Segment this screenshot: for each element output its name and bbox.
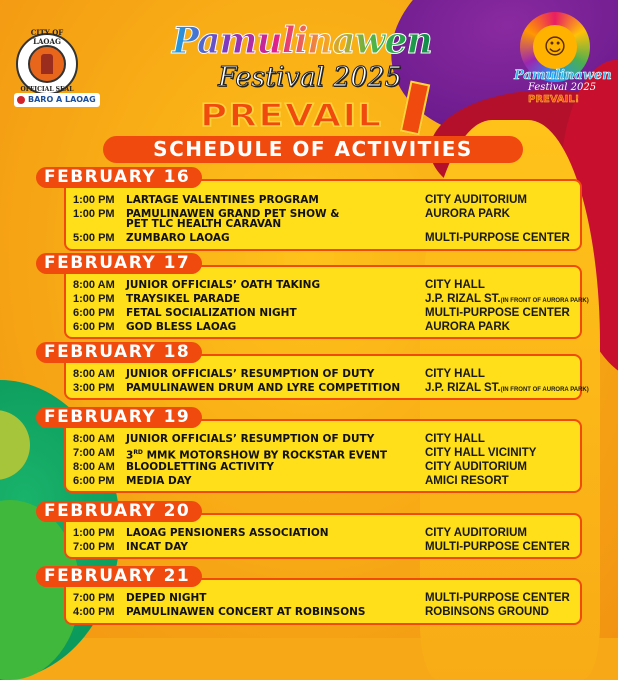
event-name: LARTAGE VALENTINES PROGRAM <box>126 194 319 206</box>
event-time: 4:00 PM <box>73 606 115 618</box>
event-name <box>126 447 387 462</box>
event-name: PAMULINAWEN CONCERT AT ROBINSONS <box>126 606 366 618</box>
schedule-banner: SCHEDULE OF ACTIVITIES <box>103 136 523 163</box>
event-name-line2: PET TLC HEALTH CARAVAN <box>126 218 282 230</box>
ordinal-number: 3 <box>126 449 134 462</box>
day-label: FEBRUARY 18 <box>36 342 202 363</box>
event-venue: MULTI-PURPOSE CENTER <box>425 541 570 553</box>
mascot-subtitle: Festival 2025 <box>528 82 597 93</box>
event-name: TRAYSIKEL PARADE <box>126 293 241 305</box>
event-time: 3:00 PM <box>73 382 115 394</box>
events-box <box>64 265 589 339</box>
day-label: FEBRUARY 21 <box>36 566 202 587</box>
event-time: 5:00 PM <box>73 232 115 244</box>
event-time: 1:00 PM <box>73 293 115 305</box>
venue-note: (IN FRONT OF AURORA PARK) <box>500 387 589 393</box>
venue-name: J.P. RIZAL ST. <box>425 293 501 305</box>
tricycle-icon <box>17 96 25 104</box>
event-time: 1:00 PM <box>73 194 115 206</box>
event-time: 8:00 AM <box>73 368 115 380</box>
day-label: FEBRUARY 17 <box>36 253 202 274</box>
event-name: FETAL SOCIALIZATION NIGHT <box>126 307 297 319</box>
day-label: FEBRUARY 16 <box>36 167 202 188</box>
event-time: 7:00 PM <box>73 592 115 604</box>
event-venue: AMICI RESORT <box>425 475 509 487</box>
event-name: PAMULINAWEN DRUM AND LYRE COMPETITION <box>126 382 401 394</box>
smiling-sun-icon: ☺ <box>533 25 577 69</box>
event-name: GOD BLESS LAOAG <box>126 321 237 333</box>
event-name: JUNIOR OFFICIALS’ RESUMPTION OF DUTY <box>126 368 375 380</box>
day-label: FEBRUARY 20 <box>36 501 202 522</box>
event-venue: CITY AUDITORIUM <box>425 194 528 206</box>
mascot-theme: PREVAIL! <box>528 94 580 105</box>
bell-tower-icon <box>41 54 53 74</box>
event-venue: CITY AUDITORIUM <box>425 461 528 473</box>
event-venue: CITY HALL VICINITY <box>425 447 537 459</box>
event-time: 8:00 AM <box>73 279 115 291</box>
event-name: DEPED NIGHT <box>126 592 207 604</box>
festival-theme: PREVAIL <box>200 98 383 134</box>
event-time: 7:00 AM <box>73 447 115 459</box>
event-name-text: MMK MOTORSHOW BY ROCKSTAR EVENT <box>142 449 388 462</box>
festival-title: Pamulinawen <box>172 20 432 62</box>
event-venue: MULTI-PURPOSE CENTER <box>425 307 570 319</box>
events-box <box>64 419 582 493</box>
event-venue: MULTI-PURPOSE CENTER <box>425 232 570 244</box>
seal-top-text: CITY OF LAOAG <box>30 28 64 46</box>
mascot-title: Pamulinawen <box>514 68 612 83</box>
event-venue: CITY HALL <box>425 433 485 445</box>
event-time: 7:00 PM <box>73 541 115 553</box>
event-name: PAMULINAWEN GRAND PET SHOW & <box>126 208 340 220</box>
venue-name: J.P. RIZAL ST. <box>425 382 501 394</box>
event-venue: ROBINSONS GROUND <box>425 606 549 618</box>
event-venue: CITY HALL <box>425 368 485 380</box>
event-name: LAOAG PENSIONERS ASSOCIATION <box>126 527 329 539</box>
ordinal-suffix: RD <box>133 449 143 456</box>
event-name: MEDIA DAY <box>126 475 192 487</box>
event-time: 6:00 PM <box>73 475 115 487</box>
seal-bottom-text: OFFICIAL SEAL <box>20 86 74 93</box>
event-venue: AURORA PARK <box>425 321 510 333</box>
event-time: 8:00 AM <box>73 433 115 445</box>
event-name: BLOODLETTING ACTIVITY <box>126 461 274 473</box>
event-name: ZUMBARO LAOAG <box>126 232 230 244</box>
day-label: FEBRUARY 19 <box>36 407 202 428</box>
event-venue: CITY AUDITORIUM <box>425 527 528 539</box>
event-name: INCAT DAY <box>126 541 188 553</box>
event-venue: MULTI-PURPOSE CENTER <box>425 592 570 604</box>
seal-emblem <box>28 45 66 83</box>
venue-note: (IN FRONT OF AURORA PARK) <box>500 298 589 304</box>
event-venue: CITY HALL <box>425 279 485 291</box>
event-venue <box>425 382 589 396</box>
badge-text: BARO A LAOAG <box>28 95 96 104</box>
event-time: 8:00 AM <box>73 461 115 473</box>
event-name: JUNIOR OFFICIALS’ OATH TAKING <box>126 279 321 291</box>
event-time: 6:00 PM <box>73 321 115 333</box>
events-box <box>64 179 582 251</box>
event-name: JUNIOR OFFICIALS’ RESUMPTION OF DUTY <box>126 433 375 445</box>
event-venue: AURORA PARK <box>425 208 510 220</box>
festival-subtitle: Festival 2025 <box>218 62 402 93</box>
event-venue <box>425 293 589 307</box>
event-time: 1:00 PM <box>73 208 115 220</box>
baro-a-laoag-badge <box>14 93 100 107</box>
event-time: 6:00 PM <box>73 307 115 319</box>
event-time: 1:00 PM <box>73 527 115 539</box>
